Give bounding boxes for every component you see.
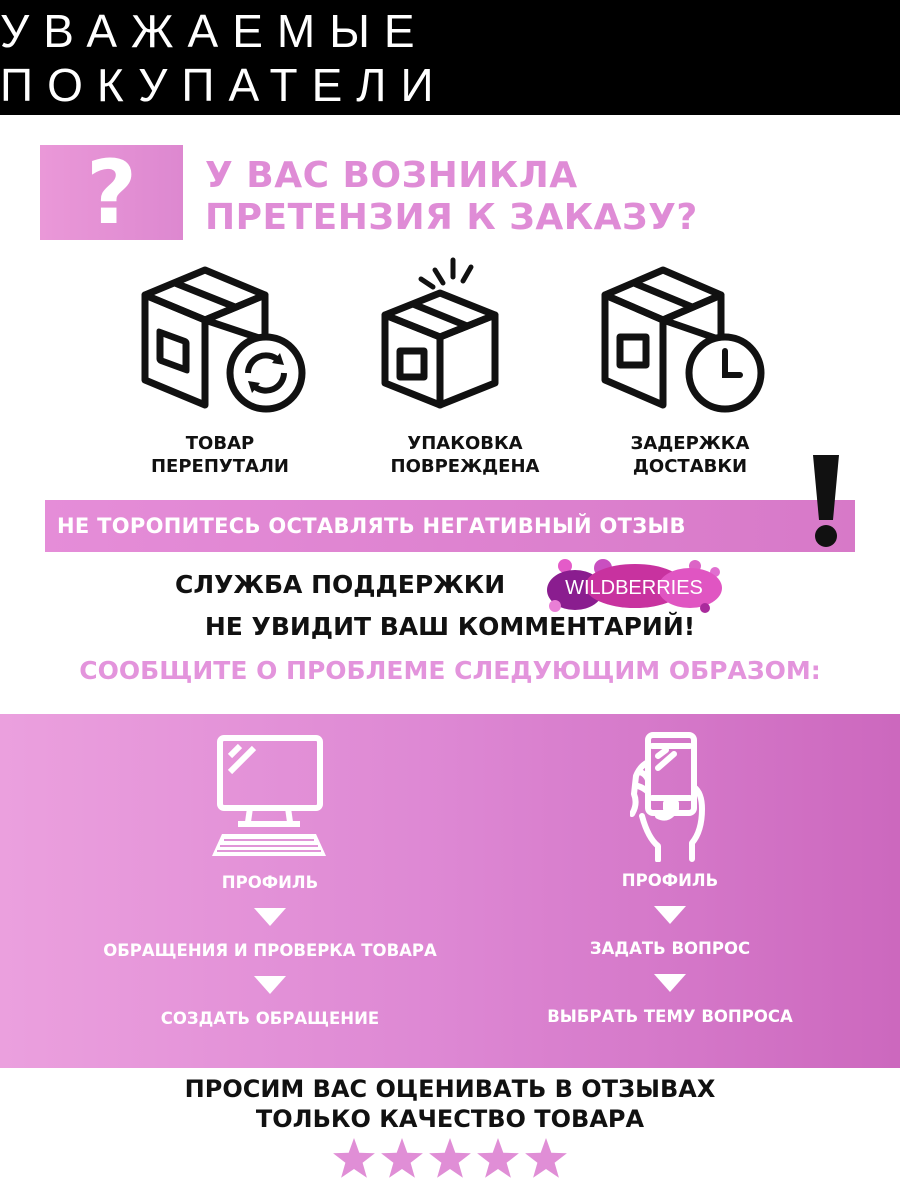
problem-label-damaged: [355, 432, 575, 478]
exclamation-icon: [805, 450, 845, 550]
desktop-step-2: ОБРАЩЕНИЯ И ПРОВЕРКА ТОВАРА: [103, 941, 437, 960]
box-exchange-icon: [130, 255, 310, 425]
steps-title: СООБЩИТЕ О ПРОБЛЕМЕ СЛЕДУЮЩИМ ОБРАЗОМ:: [79, 656, 821, 685]
arrow-down-icon: [254, 976, 286, 994]
footer-line1: ПРОСИМ ВАС ОЦЕНИВАТЬ В ОТЗЫВАХ: [184, 1075, 716, 1103]
arrow-down-icon: [254, 908, 286, 926]
support-line2: НЕ УВИДИТ ВАШ КОММЕНТАРИЙ!: [204, 612, 696, 641]
warning-banner: НЕ ТОРОПИТЕСЬ ОСТАВЛЯТЬ НЕГАТИВНЫЙ ОТЗЫВ: [45, 500, 855, 552]
star-icon: [429, 1138, 471, 1178]
question-title: [205, 155, 698, 239]
mobile-step-1: ПРОФИЛЬ: [621, 871, 719, 890]
footer-line2: ТОЛЬКО КАЧЕСТВО ТОВАРА: [255, 1105, 645, 1133]
problem-label-line1: УПАКОВКА: [407, 433, 523, 454]
footer-text: [0, 1074, 900, 1134]
box-damaged-icon: [375, 255, 555, 425]
problem-label-line2: ПЕРЕПУТАЛИ: [150, 456, 289, 477]
wildberries-logo: [545, 558, 723, 614]
mobile-step-2: ЗАДАТЬ ВОПРОС: [589, 939, 751, 958]
mobile-steps: [445, 870, 895, 1028]
wildberries-logo-text: WILDBERRIES: [565, 577, 703, 599]
smartphone-hand-icon: [630, 732, 710, 862]
rating-stars: [330, 1134, 570, 1182]
star-icon: [381, 1138, 423, 1178]
problem-label-line2: ПОВРЕЖДЕНА: [390, 456, 540, 477]
question-mark-icon: ?: [40, 145, 183, 240]
page-header: УВАЖАЕМЫЕ ПОКУПАТЕЛИ: [0, 0, 900, 115]
star-icon: [333, 1138, 375, 1178]
desktop-step-3: СОЗДАТЬ ОБРАЩЕНИЕ: [160, 1009, 380, 1028]
star-icon: [477, 1138, 519, 1178]
problem-label-line1: ЗАДЕРЖКА: [630, 433, 750, 454]
box-clock-icon: [595, 255, 775, 425]
problem-label-line1: ТОВАР: [185, 433, 255, 454]
computer-icon: [210, 734, 328, 860]
support-line1: СЛУЖБА ПОДДЕРЖКИ: [175, 570, 506, 599]
question-title-line1: У ВАС ВОЗНИКЛА: [205, 155, 578, 196]
problem-label-wrong-item: [110, 432, 330, 478]
desktop-steps: [45, 872, 495, 1030]
question-title-line2: ПРЕТЕНЗИЯ К ЗАКАЗУ?: [205, 197, 698, 238]
desktop-step-1: ПРОФИЛЬ: [221, 873, 319, 892]
problem-label-delay: [580, 432, 800, 478]
problem-label-line2: ДОСТАВКИ: [632, 456, 748, 477]
arrow-down-icon: [654, 974, 686, 992]
mobile-step-3: ВЫБРАТЬ ТЕМУ ВОПРОСА: [547, 1007, 793, 1026]
star-icon: [525, 1138, 567, 1178]
arrow-down-icon: [654, 906, 686, 924]
